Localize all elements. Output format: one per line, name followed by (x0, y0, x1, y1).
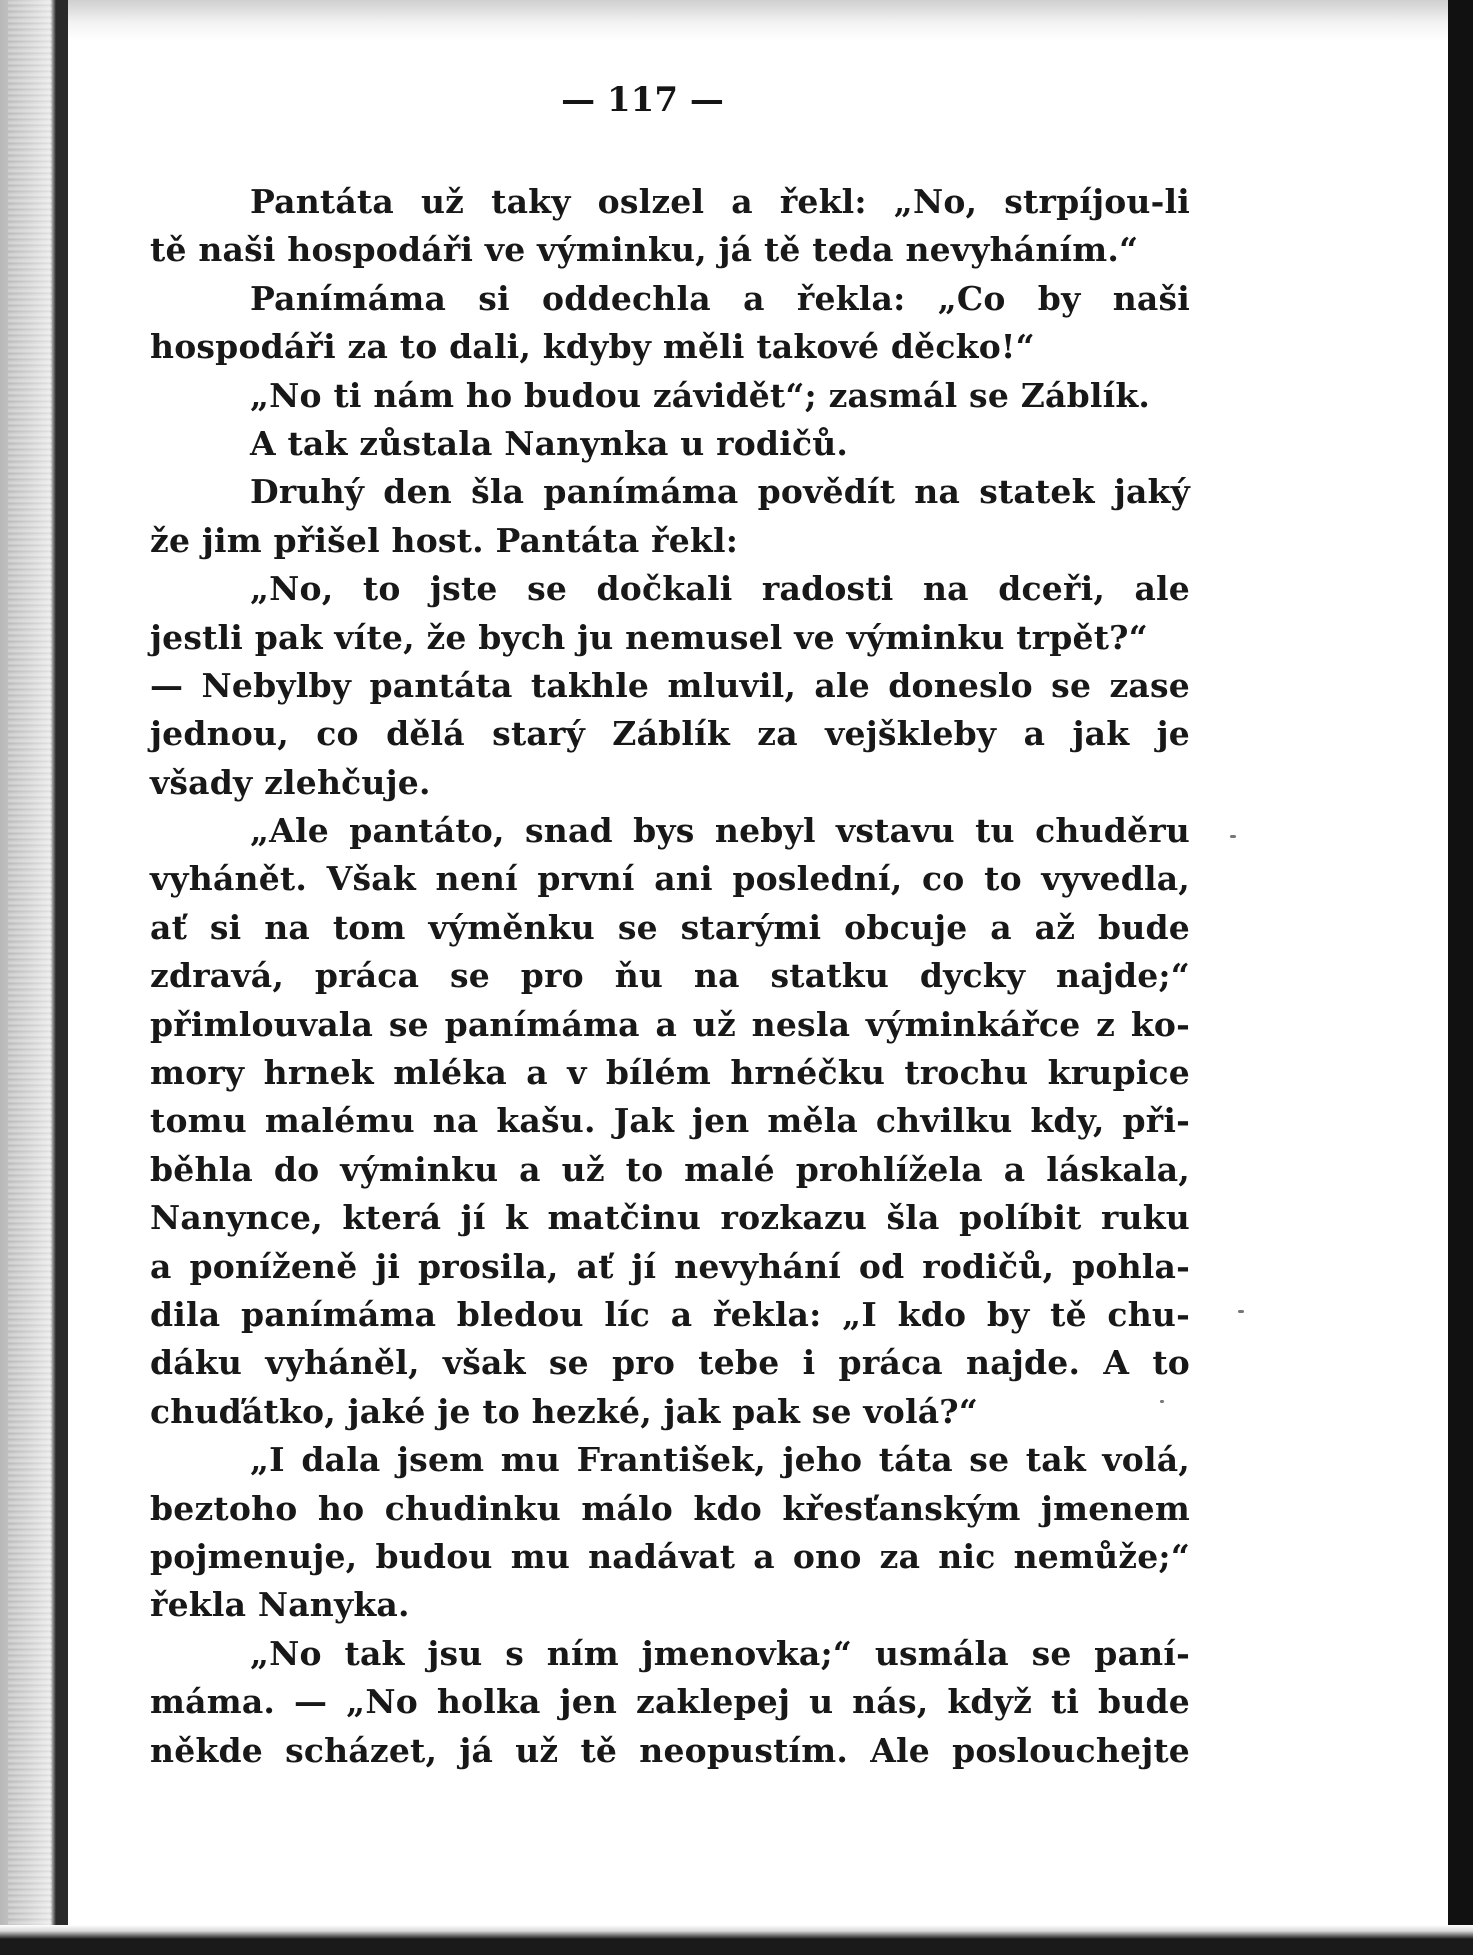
text-line: zdravá, práca se pro ňu na statku dycky najde;“ (150, 956, 1190, 996)
text-line: všady zlehčuje. (150, 762, 431, 802)
text-line: beztoho ho chudinku málo kdo křesťanským jmenem (150, 1488, 1190, 1528)
text-line: jednou, co dělá starý Záblík za vejškleby a jak je (150, 714, 1190, 754)
text-line: „I dala jsem mu František, jeho táta se tak volá, (250, 1440, 1190, 1480)
text-line: tě naši hospodáři ve výminku, já tě teda nevyháním.“ (150, 230, 1139, 270)
text-line: hospodáři za to dali, kdyby měli takové děcko!“ (150, 327, 1035, 367)
text-line: řekla Nanyka. (150, 1585, 410, 1625)
text-line: „No ti nám ho budou závidět“; zasmál se Záblík. (250, 375, 1151, 415)
text-line: chuďátko, jaké je to hezké, jak pak se volá?“ (150, 1391, 979, 1431)
text-line: přimlouvala se panímáma a už nesla výminkářce z ko- (150, 1004, 1190, 1044)
text-line: Nanynce, která jí k matčinu rozkazu šla políbit ruku (150, 1198, 1190, 1238)
text-line: Pantáta už taky oslzel a řekl: „No, strpíjou-li (250, 182, 1190, 221)
text-line: a poníženě ji prosila, ať jí nevyhání od rodičů, pohla- (150, 1246, 1190, 1286)
text-line: ať si na tom výměnku se starými obcuje a až bude (150, 907, 1190, 947)
scan-speck (1230, 835, 1236, 838)
text-line: že jim přišel host. Pantáta řekl: (150, 520, 739, 560)
text-line: pojmenuje, budou mu nadávat a ono za nic nemůže;“ (150, 1536, 1190, 1576)
scan-top-shadow (68, 0, 1448, 40)
text-line: běhla do výminku a už to malé prohlížela a láskala, (150, 1149, 1190, 1189)
text-line: Panímáma si oddechla a řekla: „Co by naši (250, 278, 1190, 318)
page-number: — 117 — (561, 80, 724, 120)
text-line: A tak zůstala Nanynka u rodičů. (250, 423, 849, 463)
text-line: dáku vyháněl, však se pro tebe i práca najde. A to (150, 1343, 1190, 1383)
text-line: mory hrnek mléka a v bílém hrnéčku trochu krupice (150, 1053, 1190, 1093)
scan-speck (1238, 1310, 1244, 1313)
text-line: vyhánět. Však není první ani poslední, co to vyvedla, (150, 859, 1190, 899)
text-line: „No tak jsu s ním jmenovka;“ usmála se paní- (250, 1633, 1190, 1673)
book-page (150, 70, 1190, 1770)
scan-right-edge (1448, 0, 1473, 1955)
text-line: jestli pak víte, že bych ju nemusel ve výminku trpět?“ (150, 617, 1148, 657)
text-line: „Ale pantáto, snad bys nebyl vstavu tu chuděru (250, 811, 1190, 851)
scan-left-margin (0, 0, 68, 1955)
text-line: máma. — „No holka jen zaklepej u nás, když ti bude (150, 1682, 1190, 1722)
text-line: Druhý den šla panímáma povědít na statek jaký (250, 472, 1190, 512)
text-line: tomu malému na kašu. Jak jen měla chvilku kdy, při- (150, 1101, 1190, 1141)
body-text (150, 178, 1190, 1775)
text-line: někde scházet, já už tě neopustím. Ale poslouchejte (150, 1730, 1190, 1770)
text-line: — Nebylby pantáta takhle mluvil, ale doneslo se zase (150, 665, 1190, 705)
scan-bottom-edge (0, 1925, 1473, 1955)
text-line: dila panímáma bledou líc a řekla: „I kdo by tě chu- (150, 1294, 1190, 1334)
text-line: „No, to jste se dočkali radosti na dceři, ale (250, 569, 1190, 609)
